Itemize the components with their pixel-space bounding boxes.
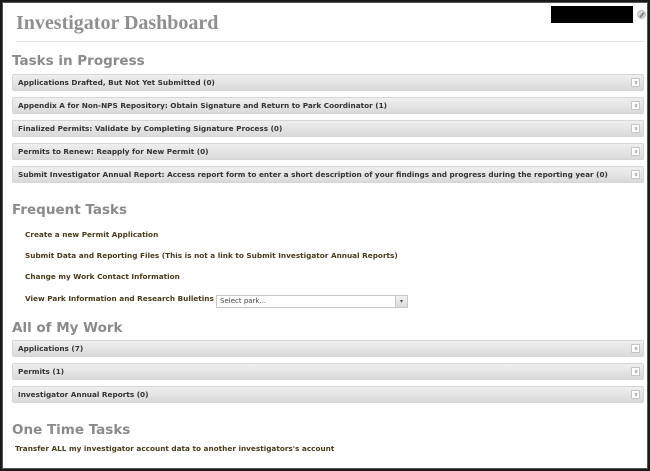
title-divider xyxy=(16,41,644,42)
accordion-annual-reports[interactable] xyxy=(12,386,644,403)
section-title-tasks-in-progress: Tasks in Progress xyxy=(12,53,145,69)
accordion-label: Applications Drafted, But Not Yet Submitted (0) xyxy=(18,78,215,87)
accordion-finalized-permits[interactable] xyxy=(12,120,644,137)
double-chevron-down-icon[interactable]: » xyxy=(631,170,640,179)
accordion-label: Submit Investigator Annual Report: Access report form to enter a short description of your findings and progress during the reporting year (0) xyxy=(18,170,608,179)
pencil-icon[interactable] xyxy=(637,10,646,19)
link-submit-data-files[interactable]: Submit Data and Reporting Files (This is not a link to Submit Investigator Annual Reports) xyxy=(25,251,398,260)
link-change-contact-info[interactable]: Change my Work Contact Information xyxy=(25,272,180,281)
page-title: Investigator Dashboard xyxy=(16,12,219,34)
user-name-redacted xyxy=(551,6,633,23)
accordion-appendix-a[interactable] xyxy=(12,97,644,114)
section-title-frequent-tasks: Frequent Tasks xyxy=(12,202,127,218)
link-view-park-info[interactable]: View Park Information and Research Bulletins xyxy=(25,294,214,303)
accordion-label: Appendix A for Non-NPS Repository: Obtain Signature and Return to Park Coordinator (1) xyxy=(18,101,388,110)
accordion-label: Permits (1) xyxy=(18,367,65,376)
chevron-down-icon[interactable]: ▾ xyxy=(395,296,407,307)
accordion-label: Finalized Permits: Validate by Completing Signature Process (0) xyxy=(18,124,283,133)
accordion-label: Permits to Renew: Reapply for New Permit (0) xyxy=(18,147,209,156)
double-chevron-down-icon[interactable]: » xyxy=(631,344,640,353)
double-chevron-down-icon[interactable]: » xyxy=(631,390,640,399)
section-title-all-my-work: All of My Work xyxy=(12,320,123,336)
double-chevron-down-icon[interactable]: » xyxy=(631,367,640,376)
accordion-applications[interactable] xyxy=(12,340,644,357)
accordion-annual-report[interactable] xyxy=(12,166,644,183)
park-select[interactable] xyxy=(216,295,408,308)
double-chevron-down-icon[interactable]: » xyxy=(631,78,640,87)
accordion-permits-to-renew[interactable] xyxy=(12,143,644,160)
accordion-applications-drafted[interactable] xyxy=(12,74,644,91)
accordion-label: Investigator Annual Reports (0) xyxy=(18,390,149,399)
park-select-value: Select park... xyxy=(220,297,267,305)
section-title-one-time-tasks: One Time Tasks xyxy=(12,422,131,438)
double-chevron-down-icon[interactable]: » xyxy=(631,124,640,133)
double-chevron-down-icon[interactable]: » xyxy=(631,147,640,156)
accordion-permits[interactable] xyxy=(12,363,644,380)
link-transfer-account-data[interactable]: Transfer ALL my investigator account data to another investigators's account xyxy=(15,444,335,453)
double-chevron-down-icon[interactable]: » xyxy=(631,101,640,110)
dashboard-window xyxy=(2,2,648,469)
accordion-label: Applications (7) xyxy=(18,344,84,353)
link-create-permit-application[interactable]: Create a new Permit Application xyxy=(25,230,159,239)
